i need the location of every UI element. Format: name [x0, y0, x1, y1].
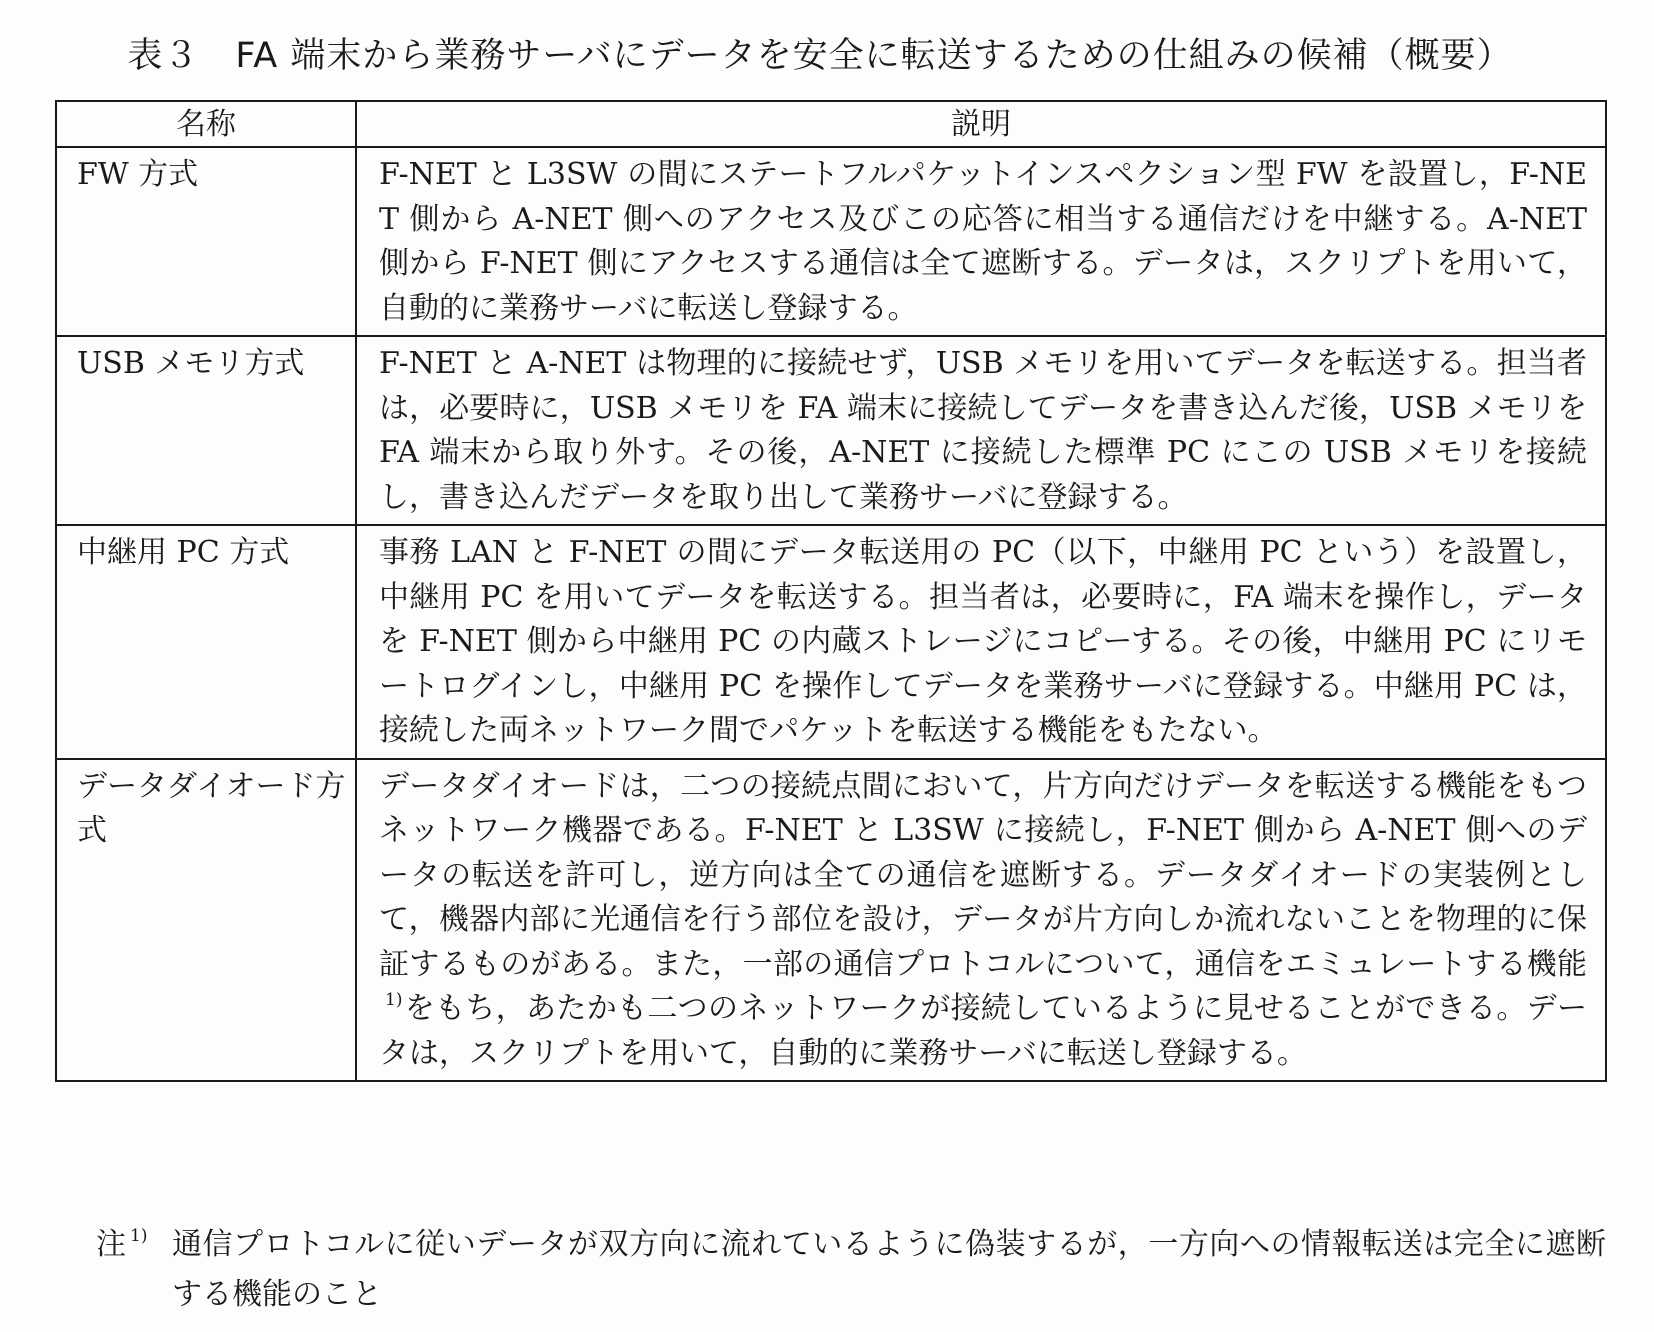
row-name-data-diode: データダイオード方式 — [56, 759, 356, 1082]
header-description: 説明 — [356, 101, 1606, 147]
table-row — [56, 759, 1606, 1082]
candidates-table — [55, 100, 1607, 1082]
description-part-after-note: をもち，あたかも二つのネットワークが接続しているように見せることができる。データは，スクリプトを用いて，自動的に業務サーバに転送し登録する。 — [379, 991, 1587, 1071]
footnote-ref-number: 1) — [130, 1226, 148, 1246]
row-description-usb: F-NET と A-NET は物理的に接続せず，USB メモリを用いてデータを転送する。担当者は，必要時に，USB メモリを FA 端末に接続してデータを書き込んだ後，USB メモリを FA 端末から取り外す。その後，A-NET に接続した標準 PC にこの USB メモリを接続し，書き込んだデータを取り出して業務サーバに登録する。 — [356, 336, 1606, 525]
table-header-row — [56, 101, 1606, 147]
footnote-label: 注 — [96, 1227, 126, 1262]
footnote — [96, 1220, 1606, 1320]
row-description-data-diode — [356, 759, 1606, 1082]
header-name: 名称 — [56, 101, 356, 147]
table-row — [56, 525, 1606, 759]
footnote-mark — [96, 1220, 147, 1270]
row-name-fw: FW 方式 — [56, 147, 356, 336]
footnote-reference: 1) — [385, 990, 403, 1010]
table-row — [56, 336, 1606, 525]
footnote-text: 通信プロトコルに従いデータが双方向に流れているように偽装するが，一方向への情報転送は完全に遮断する機能のこと — [172, 1227, 1606, 1312]
row-name-usb: USB メモリ方式 — [56, 336, 356, 525]
description-part-before-note: データダイオードは，二つの接続点間において，片方向だけデータを転送する機能をもつネットワーク機器である。F-NET と L3SW に接続し，F-NET 側から A-NET 側へのデータの転送を許可し，逆方向は全ての通信を遮断する。データダイオードの実装例として，機器内部に光通信を行う部位を設け，データが片方向しか流れないことを物理的に保証するものがある。また，一部の通信プロトコルについて，通信をエミュレートする機能 — [379, 768, 1587, 982]
row-description-relay-pc: 事務 LAN と F-NET の間にデータ転送用の PC（以下，中継用 PC という）を設置し，中継用 PC を用いてデータを転送する。担当者は，必要時に，FA 端末を操作し，データを F-NET 側から中継用 PC の内蔵ストレージにコピーする。その後，中継用 PC にリモートログインし，中継用 PC を操作してデータを業務サーバに登録する。中継用 PC は，接続した両ネットワーク間でパケットを転送する機能をもたない。 — [356, 525, 1606, 759]
table-row — [56, 147, 1606, 336]
row-name-relay-pc: 中継用 PC 方式 — [56, 525, 356, 759]
row-description-fw: F-NET と L3SW の間にステートフルパケットインスペクション型 FW を設置し，F-NET 側から A-NET 側へのアクセス及びこの応答に相当する通信だけを中継する。A-NET 側から F-NET 側にアクセスする通信は全て遮断する。データは，スクリプトを用いて，自動的に業務サーバに転送し登録する。 — [356, 147, 1606, 336]
table-caption: 表３ FA 端末から業務サーバにデータを安全に転送するための仕組みの候補（概要） — [127, 36, 1513, 76]
